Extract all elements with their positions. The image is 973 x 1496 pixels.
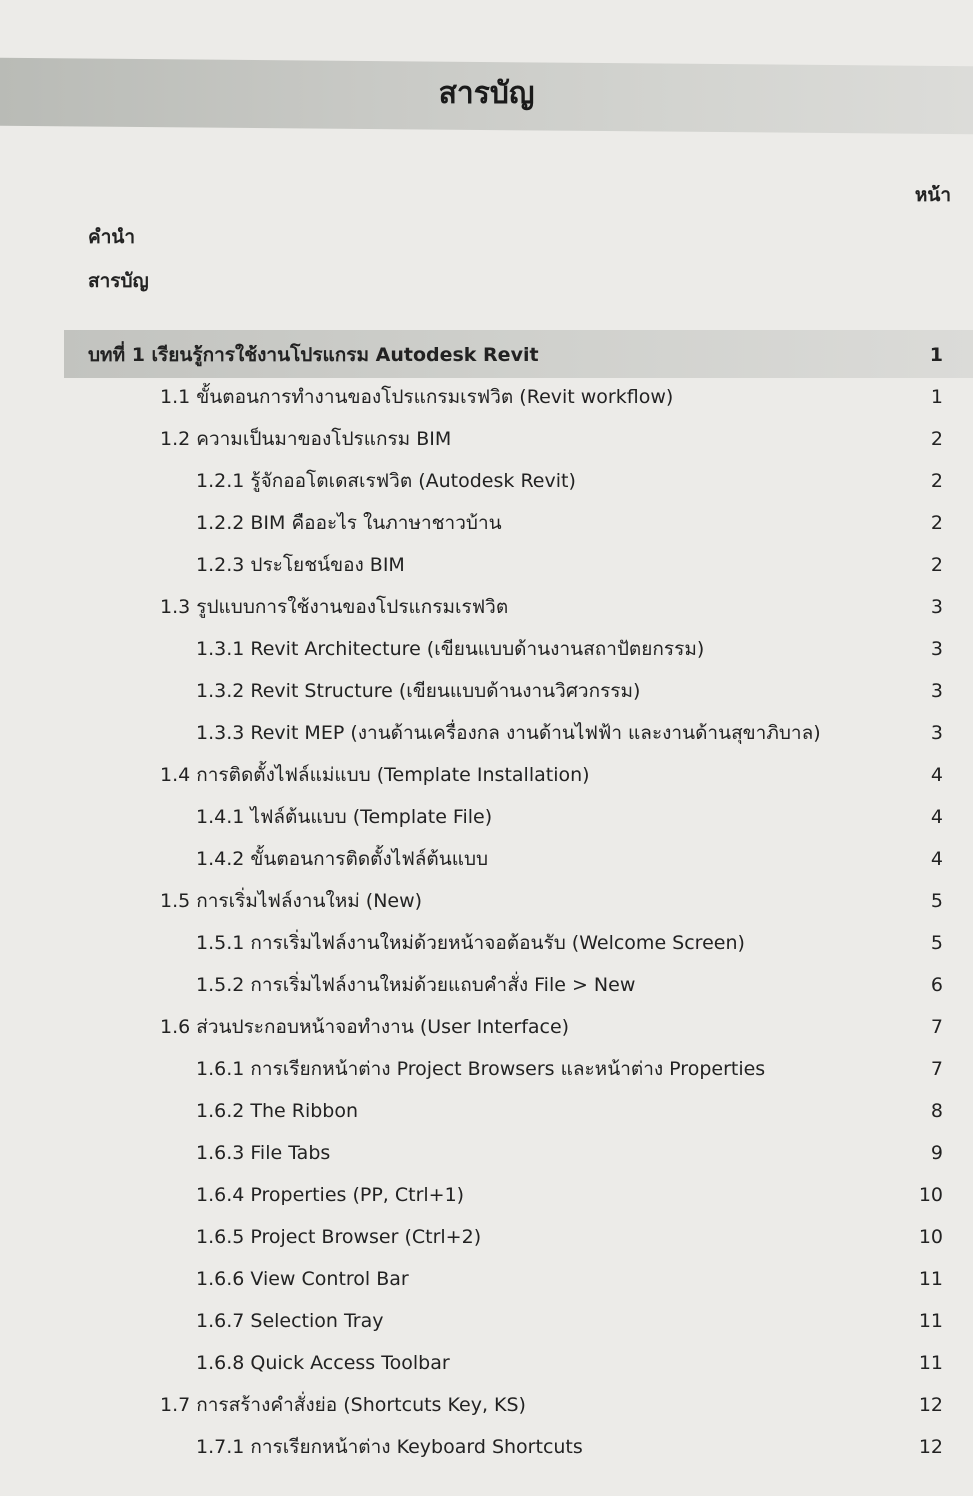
toc-entry-label: 1.1 ขั้นตอนการทำงานของโปรแกรมเรฟวิต (Revit workflow) [160, 386, 674, 408]
toc-entry-label: บทที่ 1 เรียนรู้การใช้งานโปรแกรม Autodesk Revit [88, 344, 539, 366]
toc-entry-page-number: 8 [930, 1100, 943, 1122]
toc-entry-row [0, 968, 973, 1002]
toc-entry-page-number: 9 [930, 1142, 943, 1164]
toc-entry-label: 1.4.2 ขั้นตอนการติดตั้งไฟล์ต้นแบบ [196, 848, 489, 870]
toc-entry-label: 1.6.7 Selection Tray [196, 1310, 384, 1332]
toc-entry-row [0, 1430, 973, 1464]
toc-entry-row [0, 674, 973, 708]
toc-entry-page-number: 12 [918, 1394, 943, 1416]
toc-entry-page-number: 10 [918, 1184, 943, 1206]
toc-entry-row [0, 422, 973, 456]
toc-entry-label: 1.6.8 Quick Access Toolbar [196, 1352, 450, 1374]
front-matter-preface: คำนำ [88, 226, 136, 248]
toc-entry-label: 1.5 การเริ่มไฟล์งานใหม่ (New) [160, 890, 423, 912]
toc-entry-row [0, 1346, 973, 1380]
toc-entry-page-number: 3 [930, 680, 943, 702]
toc-entry-page-number: 5 [930, 890, 943, 912]
toc-entry-label: 1.4 การติดตั้งไฟล์แม่แบบ (Template Installation) [160, 764, 590, 786]
toc-entry-row [0, 1388, 973, 1422]
toc-entry-row [0, 716, 973, 750]
toc-entry-label: 1.6.6 View Control Bar [196, 1268, 409, 1290]
toc-entry-row [0, 1052, 973, 1086]
toc-entry-row [0, 380, 973, 414]
toc-entry-page-number: 4 [930, 806, 943, 828]
toc-entry-page-number: 1 [929, 344, 943, 366]
toc-entry-label: 1.6.1 การเรียกหน้าต่าง Project Browsers และหน้าต่าง Properties [196, 1058, 766, 1080]
toc-entry-page-number: 11 [918, 1352, 943, 1374]
toc-entry-label: 1.7 การสร้างคำสั่งย่อ (Shortcuts Key, KS) [160, 1394, 526, 1416]
toc-entry-page-number: 11 [918, 1310, 943, 1332]
toc-entry-label: 1.6.3 File Tabs [196, 1142, 331, 1164]
toc-entry-row [0, 884, 973, 918]
toc-entry-row [0, 1010, 973, 1044]
toc-entry-page-number: 1 [930, 386, 943, 408]
toc-entry-row [0, 800, 973, 834]
toc-entry-row [0, 758, 973, 792]
toc-entry-page-number: 3 [930, 638, 943, 660]
toc-entry-label: 1.6 ส่วนประกอบหน้าจอทำงาน (User Interface) [160, 1016, 570, 1038]
page-column-label: หน้า [914, 184, 951, 206]
toc-chapter-row [0, 338, 973, 372]
toc-entry-label: 1.7.1 การเรียกหน้าต่าง Keyboard Shortcuts [196, 1436, 583, 1458]
toc-entry-page-number: 4 [930, 764, 943, 786]
toc-entry-row [0, 1262, 973, 1296]
toc-entry-label: 1.3 รูปแบบการใช้งานของโปรแกรมเรฟวิต [160, 596, 509, 618]
front-matter-toc: สารบัญ [88, 270, 149, 292]
toc-entry-page-number: 6 [930, 974, 943, 996]
toc-entry-label: 1.6.5 Project Browser (Ctrl+2) [196, 1226, 482, 1248]
toc-entry-label: 1.3.2 Revit Structure (เขียนแบบด้านงานวิศวกรรม) [196, 680, 641, 702]
toc-entry-row [0, 548, 973, 582]
toc-entry-page-number: 2 [930, 554, 943, 576]
toc-entry-label: 1.6.4 Properties (PP, Ctrl+1) [196, 1184, 465, 1206]
toc-entry-row [0, 1094, 973, 1128]
toc-entry-label: 1.2.2 BIM คืออะไร ในภาษาชาวบ้าน [196, 512, 502, 534]
toc-entry-label: 1.6.2 The Ribbon [196, 1100, 359, 1122]
toc-entry-label: 1.2.1 รู้จักออโตเดสเรฟวิต (Autodesk Revit) [196, 470, 576, 492]
toc-entry-row [0, 464, 973, 498]
toc-entry-row [0, 506, 973, 540]
toc-entry-page-number: 2 [930, 470, 943, 492]
toc-entry-row [0, 632, 973, 666]
toc-entry-row [0, 842, 973, 876]
toc-entry-page-number: 3 [930, 596, 943, 618]
toc-entry-label: 1.5.2 การเริ่มไฟล์งานใหม่ด้วยแถบคำสั่ง File > New [196, 974, 636, 996]
toc-entry-label: 1.2.3 ประโยชน์ของ BIM [196, 554, 405, 576]
toc-entry-label: 1.5.1 การเริ่มไฟล์งานใหม่ด้วยหน้าจอต้อนรับ (Welcome Screen) [196, 932, 745, 954]
toc-entry-label: 1.4.1 ไฟล์ต้นแบบ (Template File) [196, 806, 493, 828]
toc-entry-page-number: 2 [930, 428, 943, 450]
toc-entry-page-number: 10 [918, 1226, 943, 1248]
toc-entry-page-number: 7 [930, 1016, 943, 1038]
toc-entry-page-number: 4 [930, 848, 943, 870]
toc-entry-row [0, 590, 973, 624]
toc-entry-page-number: 11 [918, 1268, 943, 1290]
toc-entry-row [0, 1178, 973, 1212]
page-title: สารบัญ [438, 76, 535, 111]
toc-entry-page-number: 7 [930, 1058, 943, 1080]
toc-entry-label: 1.2 ความเป็นมาของโปรแกรม BIM [160, 428, 452, 450]
toc-entry-label: 1.3.3 Revit MEP (งานด้านเครื่องกล งานด้านไฟฟ้า และงานด้านสุขาภิบาล) [196, 722, 821, 744]
toc-entry-page-number: 5 [930, 932, 943, 954]
toc-entry-page-number: 3 [930, 722, 943, 744]
toc-entry-row [0, 1304, 973, 1338]
toc-entry-row [0, 926, 973, 960]
toc-entry-label: 1.3.1 Revit Architecture (เขียนแบบด้านงานสถาปัตยกรรม) [196, 638, 705, 660]
toc-entry-row [0, 1136, 973, 1170]
toc-entry-page-number: 2 [930, 512, 943, 534]
toc-entry-page-number: 12 [918, 1436, 943, 1458]
toc-entry-row [0, 1220, 973, 1254]
